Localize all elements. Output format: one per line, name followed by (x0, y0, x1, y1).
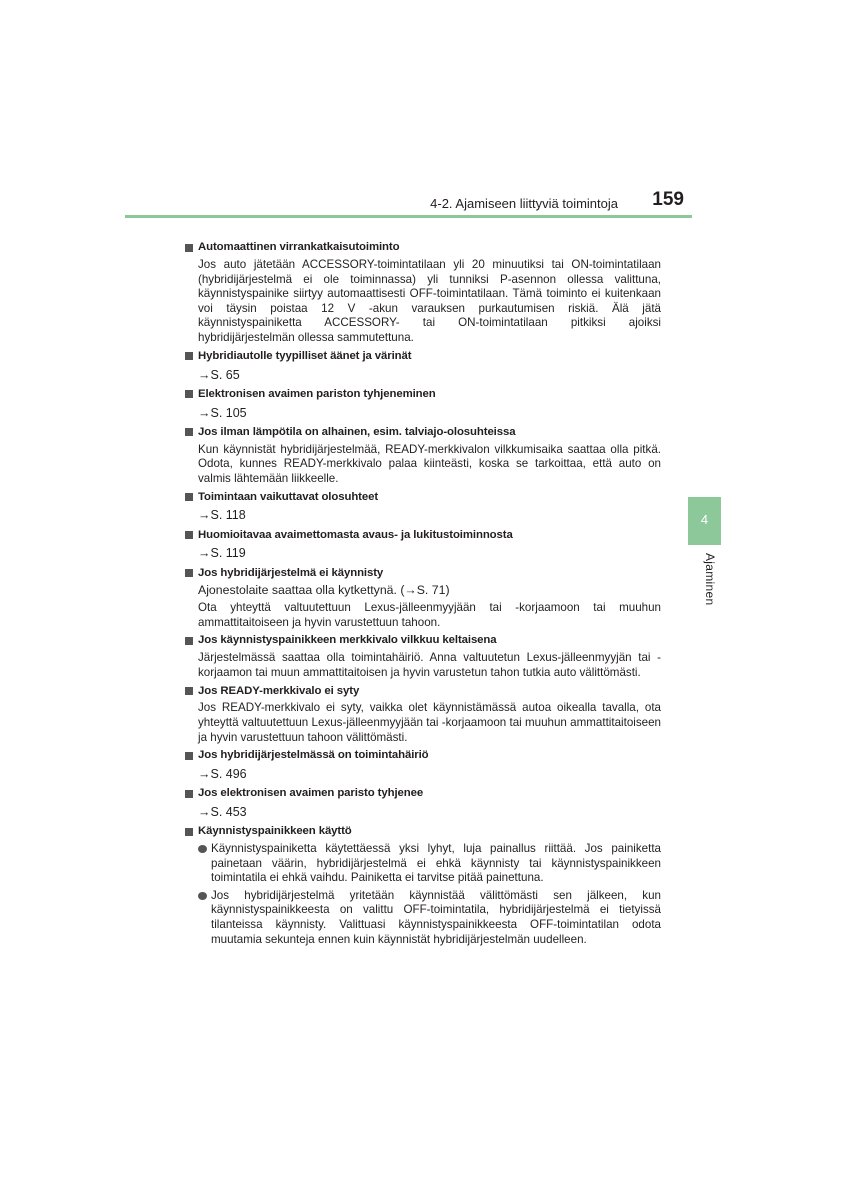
section-hybrid-sounds (185, 349, 661, 384)
section-operating-conditions (185, 489, 661, 524)
page-reference: →S. 119 (198, 546, 246, 561)
section-heading: Jos hybridijärjestelmässä on toimintahäiriö (185, 748, 661, 763)
list-item: Käynnistyspainiketta käytettäessä yksi lyhyt, luja painallus riittää. Jos painiketta painetaan väärin, hybridijärjestelmä ei ehkä käynnisty tai käynnistyspainikkeen toimintatila ei ehkä vaihdu. Painiketta ei tarvitse pitää painettuna. (198, 842, 661, 886)
page-number: 159 (652, 189, 684, 210)
chapter-tab (688, 497, 721, 545)
square-bullet-icon (185, 390, 193, 398)
square-bullet-icon (185, 244, 193, 252)
square-bullet-icon (185, 493, 193, 501)
section-heading: Käynnistyspainikkeen käyttö (185, 824, 661, 839)
section-low-temperature (185, 425, 661, 487)
section-title: 4-2. Ajamiseen liittyviä toimintoja (430, 196, 618, 211)
section-body: Kun käynnistät hybridijärjestelmää, READY-merkkivalon vilkkumisaika saattaa olla pitkä. Odota, kunnes READY-merkkivalo palaa kiinteästi, koska se tarkoittaa, että auto on valmis lähtemään liikkeelle. (198, 442, 661, 485)
round-bullet-icon (198, 845, 207, 853)
section-indicator-flashing-amber (185, 633, 661, 680)
section-body: Järjestelmässä saattaa olla toimintahäiriö. Anna valtuutetun Lexus-jälleenmyyjän tai -korjaamon tai muun ammattitaitoisen ja hyvin varustetun tahon tutkia auto välittömästi. (198, 651, 661, 679)
section-auto-power-off (185, 240, 661, 346)
section-heading: Jos ilman lämpötila on alhainen, esim. talviajo-olosuhteissa (185, 425, 661, 440)
square-bullet-icon (185, 637, 193, 645)
section-heading: Automaattinen virrankatkaisutoiminto (185, 240, 661, 255)
page-reference: →S. 105 (198, 405, 247, 420)
section-heading: Jos käynnistyspainikkeen merkkivalo vilkkuu keltaisena (185, 633, 661, 648)
square-bullet-icon (185, 687, 193, 695)
square-bullet-icon (185, 569, 193, 577)
section-heading: Huomioitavaa avaimettomasta avaus- ja lukitustoiminnosta (185, 527, 661, 542)
square-bullet-icon (185, 428, 193, 436)
chapter-label: Ajaminen (703, 553, 717, 606)
section-body: Jos READY-merkkivalo ei syty, vaikka olet käynnistämässä autoa oikealla tavalla, ota yhteyttä valtuutettuun Lexus-jälleenmyyjään tai -korjaamoon tai muuhun ammattitaitoiseen ja hyvin varustettuun tahoon välittömästi. (198, 701, 661, 744)
section-key-battery-depleted (185, 786, 661, 821)
section-key-battery-depletion (185, 387, 661, 422)
page-reference: →S. 118 (198, 508, 246, 523)
header-rule (125, 215, 692, 218)
section-ready-not-lit (185, 683, 661, 745)
section-heading: Jos elektronisen avaimen paristo tyhjenee (185, 786, 661, 801)
page-reference: →S. 453 (198, 805, 247, 820)
section-hybrid-not-starting (185, 565, 661, 630)
section-heading: Jos READY-merkkivalo ei syty (185, 683, 661, 698)
section-keyless-entry-notes (185, 527, 661, 562)
section-body: Ajonestolaite saattaa olla kytkettynä. (→S. 71) (198, 583, 450, 598)
square-bullet-icon (185, 531, 193, 539)
section-hybrid-malfunction (185, 748, 661, 783)
section-body: Jos auto jätetään ACCESSORY-toimintatilaan yli 20 minuutiksi tai ON-toimintatilaan (hybridijärjestelmä ei ole toiminnassa) yli tunniksi P-asennon ollessa valittuna, käynnistyspainike siirtyy automaattisesti OFF-toimintatilaan. Tämä toiminto ei kuitenkaan voi täysin poistaa 12 V -akun varauksen purkautumisen riskiä. Älä jätä käynnistyspainiketta ACCESSORY- tai ON-toimintatilaan pitkiksi ajoiksi hybridijärjestelmän ollessa sammutettuna. (198, 258, 661, 344)
page-reference: →S. 496 (198, 767, 247, 782)
page-content (185, 238, 661, 950)
section-heading: Toimintaan vaikuttavat olosuhteet (185, 489, 661, 504)
square-bullet-icon (185, 790, 193, 798)
square-bullet-icon (185, 828, 193, 836)
page-reference: →S. 65 (198, 367, 240, 382)
round-bullet-icon (198, 892, 207, 900)
page-header (125, 189, 690, 219)
chapter-number: 4 (700, 512, 709, 527)
section-body: Ota yhteyttä valtuutettuun Lexus-jälleenmyyjään tai -korjaamoon tai muuhun ammattitaitoiseen ja hyvin varustettuun tahoon. (198, 600, 661, 629)
section-heading: Elektronisen avaimen pariston tyhjeneminen (185, 387, 661, 402)
list-item: Jos hybridijärjestelmä yritetään käynnistää välittömästi sen jälkeen, kun käynnistyspainikkeesta on valittu OFF-toimintatila, hybridijärjestelmä ei tietyissä tilanteissa käynnisty. Valittuasi käynnistyspainikkeesta OFF-toimintatilan odota muutamia sekunteja ennen kuin käynnistät hybridijärjestelmän uudelleen. (198, 889, 661, 947)
square-bullet-icon (185, 752, 193, 760)
section-heading: Hybridiautolle tyypilliset äänet ja värinät (185, 349, 661, 364)
section-heading: Jos hybridijärjestelmä ei käynnisty (185, 565, 661, 580)
section-start-button-use (185, 824, 661, 947)
square-bullet-icon (185, 352, 193, 360)
